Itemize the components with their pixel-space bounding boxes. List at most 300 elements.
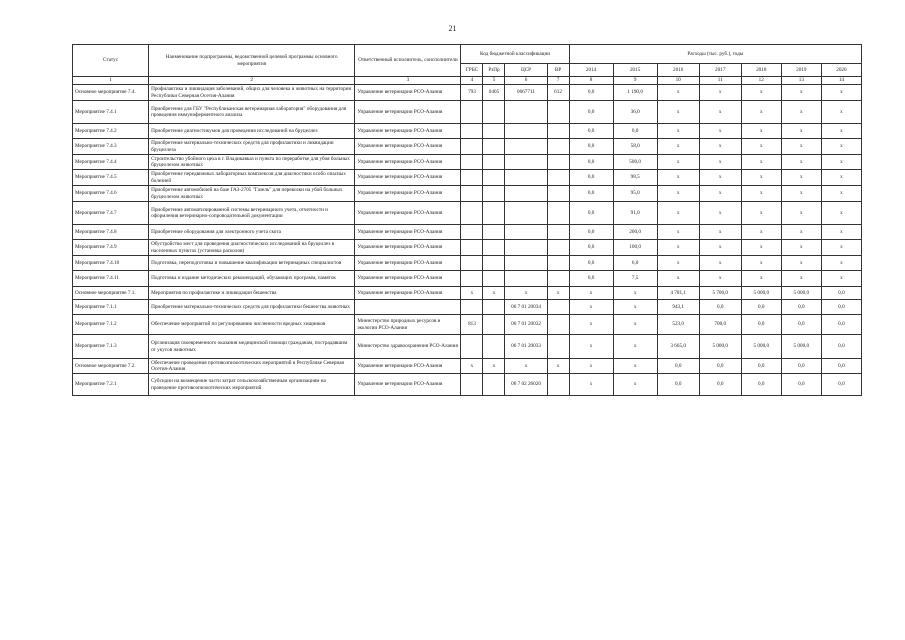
row-grbs	[461, 170, 483, 186]
row-expense-value: х	[699, 256, 741, 271]
row-expense-value: 3 665,0	[657, 335, 699, 359]
row-expense-value: 0,0	[569, 101, 613, 124]
row-expense-value: 0,0	[569, 170, 613, 186]
row-expense-value: х	[781, 256, 821, 271]
row-expense-value: х	[821, 170, 861, 186]
header-column-number: 8	[569, 77, 613, 85]
row-status: Основное мероприятие 7.1.	[73, 287, 149, 300]
row-rzpr	[483, 256, 505, 271]
row-expense-value: х	[781, 170, 821, 186]
header-column-number: 9	[613, 77, 657, 85]
row-vr	[547, 335, 569, 359]
row-expense-value: х	[699, 101, 741, 124]
row-expense-value: х	[569, 374, 613, 396]
row-rzpr	[483, 335, 505, 359]
row-expense-value: 36,0	[613, 101, 657, 124]
header-expenses: Расходы (тыс. руб.), годы	[569, 45, 861, 64]
row-name: Строительство убойного цеха в г. Владикавказ и пункта по переработке для убоя больных бруцеллезом животных	[149, 155, 355, 170]
row-expense-value: х	[781, 101, 821, 124]
row-grbs	[461, 139, 483, 155]
row-grbs	[461, 225, 483, 240]
header-kbk-sub: ВР	[547, 64, 569, 77]
row-responsible: Управление ветеринарии РСО-Алания	[355, 287, 461, 300]
row-expense-value: х	[741, 256, 781, 271]
row-expense-value: 523,0	[657, 315, 699, 335]
row-csr	[505, 170, 547, 186]
row-expense-value: х	[569, 315, 613, 335]
row-expense-value: х	[657, 225, 699, 240]
row-expense-value: х	[741, 170, 781, 186]
row-expense-value: 0,0	[569, 85, 613, 101]
row-grbs	[461, 271, 483, 287]
row-expense-value: 0,0	[569, 225, 613, 240]
row-expense-value: 7,5	[613, 271, 657, 287]
row-grbs: х	[461, 287, 483, 300]
row-expense-value: 0,0	[657, 374, 699, 396]
budget-table	[72, 44, 862, 396]
row-expense-value: 0,0	[569, 256, 613, 271]
row-csr: 06 7 01 20033	[505, 335, 547, 359]
header-column-number: 11	[699, 77, 741, 85]
row-grbs: 793	[461, 85, 483, 101]
table-row	[73, 359, 862, 374]
row-vr: 612	[547, 85, 569, 101]
row-expense-value: х	[657, 139, 699, 155]
table-row	[73, 139, 862, 155]
row-csr	[505, 101, 547, 124]
row-expense-value: х	[821, 124, 861, 139]
row-expense-value: х	[741, 124, 781, 139]
row-expense-value: 0,0	[821, 300, 861, 315]
header-kbk-sub: ЦСР	[505, 64, 547, 77]
row-grbs	[461, 335, 483, 359]
row-csr	[505, 186, 547, 202]
row-expense-value: х	[781, 155, 821, 170]
row-expense-value: 5 700,0	[699, 287, 741, 300]
row-status: Мероприятие 7.4.3	[73, 139, 149, 155]
row-expense-value: 0,0	[699, 359, 741, 374]
row-csr	[505, 139, 547, 155]
row-expense-value: х	[821, 225, 861, 240]
table-row	[73, 186, 862, 202]
row-expense-value: х	[699, 85, 741, 101]
row-expense-value: х	[741, 85, 781, 101]
header-year: 2019	[781, 64, 821, 77]
row-grbs	[461, 155, 483, 170]
header-column-number: 10	[657, 77, 699, 85]
row-vr	[547, 374, 569, 396]
row-grbs	[461, 256, 483, 271]
row-responsible	[355, 300, 461, 315]
row-responsible: Управление ветеринарии РСО-Алания	[355, 271, 461, 287]
row-responsible: Управление ветеринарии РСО-Алания	[355, 101, 461, 124]
row-expense-value: 5 000,0	[781, 287, 821, 300]
header-year: 2020	[821, 64, 861, 77]
row-grbs	[461, 101, 483, 124]
row-responsible: Управление ветеринарии РСО-Алания	[355, 240, 461, 256]
table-row	[73, 225, 862, 240]
row-expense-value: х	[657, 85, 699, 101]
row-expense-value: х	[657, 155, 699, 170]
row-vr	[547, 186, 569, 202]
row-expense-value: х	[741, 225, 781, 240]
row-expense-value: х	[613, 374, 657, 396]
row-responsible: Управление ветеринарии РСО-Алания	[355, 139, 461, 155]
row-expense-value: 95,0	[613, 186, 657, 202]
row-expense-value: 200,0	[613, 225, 657, 240]
row-expense-value: 100,0	[613, 240, 657, 256]
row-expense-value: х	[821, 240, 861, 256]
row-expense-value: х	[657, 170, 699, 186]
row-status: Мероприятие 7.1.2	[73, 315, 149, 335]
row-status: Мероприятие 7.4.5	[73, 170, 149, 186]
row-vr	[547, 101, 569, 124]
row-expense-value: х	[657, 240, 699, 256]
row-name: Приобретение материально-технических средств для профилактики бешенства животных	[149, 300, 355, 315]
row-expense-value: х	[657, 186, 699, 202]
header-year: 2018	[741, 64, 781, 77]
row-expense-value: х	[657, 271, 699, 287]
row-expense-value: х	[821, 85, 861, 101]
row-rzpr	[483, 186, 505, 202]
row-rzpr	[483, 101, 505, 124]
row-expense-value: 98,5	[613, 170, 657, 186]
row-expense-value: 0,0	[821, 359, 861, 374]
row-expense-value: х	[699, 271, 741, 287]
row-csr: 06 7 02 26020	[505, 374, 547, 396]
page-number: 21	[448, 24, 457, 33]
row-expense-value: х	[821, 202, 861, 225]
row-csr: 06 7 01 20034	[505, 300, 547, 315]
row-expense-value: 0,0	[569, 155, 613, 170]
row-responsible: Управление ветеринарии РСО-Алания	[355, 124, 461, 139]
row-expense-value: х	[741, 139, 781, 155]
row-expense-value: 0,0	[569, 124, 613, 139]
table-row	[73, 101, 862, 124]
row-expense-value: 5 000,0	[781, 335, 821, 359]
row-responsible: Управление ветеринарии РСО-Алания	[355, 225, 461, 240]
row-expense-value: 0,0	[781, 315, 821, 335]
table-row	[73, 240, 862, 256]
row-name: Подготовка и издание методических рекомендаций, обучающих программ, памяток	[149, 271, 355, 287]
table-row	[73, 271, 862, 287]
row-expense-value: 943,1	[657, 300, 699, 315]
row-expense-value: х	[699, 139, 741, 155]
row-expense-value: х	[699, 240, 741, 256]
row-name: Мероприятия по профилактике и ликвидации бешенства	[149, 287, 355, 300]
row-rzpr	[483, 170, 505, 186]
header-year: 2014	[569, 64, 613, 77]
row-expense-value: х	[781, 124, 821, 139]
row-status: Мероприятие 7.4.1	[73, 101, 149, 124]
row-responsible: Управление ветеринарии РСО-Алания	[355, 85, 461, 101]
row-status: Мероприятие 7.2.1	[73, 374, 149, 396]
header-column-number: 5	[483, 77, 505, 85]
row-expense-value: х	[741, 155, 781, 170]
row-expense-value: 0,0	[821, 374, 861, 396]
row-vr	[547, 300, 569, 315]
row-name: Приобретение автомобилей на базе ГАЗ-2705 "Газель" для перевозки на убой больных бруцеллезом животных	[149, 186, 355, 202]
row-expense-value: 0,0	[569, 271, 613, 287]
row-expense-value: х	[699, 124, 741, 139]
row-rzpr	[483, 124, 505, 139]
row-csr: х	[505, 359, 547, 374]
row-expense-value: х	[781, 225, 821, 240]
row-expense-value: х	[613, 315, 657, 335]
row-expense-value: х	[821, 271, 861, 287]
row-expense-value: 5 000,0	[699, 335, 741, 359]
row-grbs	[461, 240, 483, 256]
row-expense-value: х	[781, 202, 821, 225]
row-status: Мероприятие 7.4.11	[73, 271, 149, 287]
header-kbk-sub: ГРБС	[461, 64, 483, 77]
row-rzpr	[483, 271, 505, 287]
row-expense-value: 6,0	[613, 256, 657, 271]
row-expense-value: х	[821, 139, 861, 155]
row-rzpr: х	[483, 287, 505, 300]
row-rzpr	[483, 315, 505, 335]
row-responsible: Министерство здравоохранения РСО-Алания	[355, 335, 461, 359]
table-row	[73, 256, 862, 271]
row-status: Мероприятие 7.4.7	[73, 202, 149, 225]
table-row	[73, 374, 862, 396]
row-expense-value: 0,0	[821, 335, 861, 359]
row-name: Приобретение передвижных лабораторных комплексов для диагностики особо опасных болезней	[149, 170, 355, 186]
row-expense-value: 0,0	[699, 300, 741, 315]
table-row	[73, 124, 862, 139]
row-csr	[505, 155, 547, 170]
row-grbs: 813	[461, 315, 483, 335]
row-expense-value: 0,0	[781, 359, 821, 374]
row-name: Субсидии на возмещение части затрат сельскохозяйственным организациям на проведение противоэпизоотических мероприятий	[149, 374, 355, 396]
row-expense-value: 91,0	[613, 202, 657, 225]
row-expense-value: 5 000,0	[741, 287, 781, 300]
header-column-number: 2	[149, 77, 355, 85]
row-vr: х	[547, 287, 569, 300]
row-expense-value: х	[699, 225, 741, 240]
row-expense-value: 0,0	[569, 202, 613, 225]
row-expense-value: 0,0	[741, 315, 781, 335]
row-vr: х	[547, 359, 569, 374]
row-status: Основное мероприятие 7.4.	[73, 85, 149, 101]
row-expense-value: 0,0	[699, 374, 741, 396]
row-expense-value: х	[781, 240, 821, 256]
row-expense-value: х	[741, 202, 781, 225]
row-expense-value: х	[821, 101, 861, 124]
row-expense-value: 1 190,0	[613, 85, 657, 101]
row-expense-value: х	[613, 300, 657, 315]
row-grbs	[461, 202, 483, 225]
row-expense-value: 0,0	[569, 186, 613, 202]
row-expense-value: 58,0	[613, 139, 657, 155]
row-vr	[547, 271, 569, 287]
row-expense-value: 5 000,0	[741, 335, 781, 359]
row-expense-value: х	[781, 139, 821, 155]
row-grbs	[461, 124, 483, 139]
row-expense-value: х	[821, 256, 861, 271]
row-expense-value: х	[657, 202, 699, 225]
row-vr	[547, 202, 569, 225]
table-row	[73, 335, 862, 359]
row-name: Приобретение для ГБУ "Республиканская ветеринарная лаборатория" оборудования для проведения иммуноферментного анализа	[149, 101, 355, 124]
table-row	[73, 300, 862, 315]
row-csr	[505, 225, 547, 240]
row-rzpr	[483, 240, 505, 256]
row-rzpr	[483, 155, 505, 170]
row-responsible: Управление ветеринарии РСО-Алания	[355, 359, 461, 374]
header-responsible: Ответственный исполнитель, соисполнители	[355, 45, 461, 77]
row-expense-value: х	[657, 124, 699, 139]
header-kbk: Код бюджетной классификации	[461, 45, 569, 64]
table-row	[73, 315, 862, 335]
row-expense-value: х	[741, 240, 781, 256]
table-row	[73, 155, 862, 170]
row-name: Профилактика и ликвидация заболеваний, общих для человека и животных на территории Республики Северная Осетия-Алания	[149, 85, 355, 101]
row-expense-value: 0,0	[657, 359, 699, 374]
row-vr	[547, 240, 569, 256]
row-expense-value: 0,0	[781, 300, 821, 315]
row-responsible: Управление ветеринарии РСО-Алания	[355, 186, 461, 202]
row-name: Организация своевременного оказания медицинской помощи гражданам, пострадавшим от укусов животных	[149, 335, 355, 359]
row-expense-value: 0,0	[781, 374, 821, 396]
row-responsible: Министерство природных ресурсов и экологии РСО-Алания	[355, 315, 461, 335]
header-column-number: 4	[461, 77, 483, 85]
row-csr	[505, 240, 547, 256]
row-expense-value: 0,0	[569, 240, 613, 256]
row-name: Обеспечение проведения противоэпизоотических мероприятий в Республике Северная Осетия-Алания	[149, 359, 355, 374]
row-expense-value: х	[613, 287, 657, 300]
row-expense-value: х	[781, 271, 821, 287]
row-status: Мероприятие 7.4.8	[73, 225, 149, 240]
row-rzpr	[483, 202, 505, 225]
row-expense-value: 0,0	[821, 287, 861, 300]
row-expense-value: х	[821, 186, 861, 202]
table-row	[73, 85, 862, 101]
row-expense-value: 0,0	[741, 374, 781, 396]
header-column-number: 7	[547, 77, 569, 85]
row-expense-value: х	[657, 256, 699, 271]
row-expense-value: 0,0	[741, 359, 781, 374]
row-expense-value: х	[699, 186, 741, 202]
header-column-number: 13	[781, 77, 821, 85]
row-status: Основное мероприятие 7.2.	[73, 359, 149, 374]
table-row	[73, 202, 862, 225]
row-grbs: х	[461, 359, 483, 374]
row-csr	[505, 124, 547, 139]
row-expense-value: х	[569, 359, 613, 374]
row-expense-value: х	[613, 359, 657, 374]
row-name: Приобретение автоматизированной системы ветеринарного учета, отчетности и оформления ветеринарно-сопроводительной документации	[149, 202, 355, 225]
row-csr	[505, 256, 547, 271]
header-status: Статус	[73, 45, 149, 77]
table-row	[73, 287, 862, 300]
row-expense-value: х	[657, 101, 699, 124]
row-vr	[547, 139, 569, 155]
row-responsible: Управление ветеринарии РСО-Алания	[355, 256, 461, 271]
row-expense-value: х	[699, 202, 741, 225]
row-rzpr	[483, 374, 505, 396]
header-column-number: 3	[355, 77, 461, 85]
row-vr	[547, 155, 569, 170]
row-expense-value: х	[741, 271, 781, 287]
row-name: Подготовка, переподготовка и повышение квалификации ветеринарных специалистов	[149, 256, 355, 271]
row-expense-value: 0,0	[569, 139, 613, 155]
header-year: 2017	[699, 64, 741, 77]
row-expense-value: 500,0	[613, 155, 657, 170]
row-vr	[547, 170, 569, 186]
row-expense-value: х	[781, 85, 821, 101]
row-status: Мероприятие 7.4.2	[73, 124, 149, 139]
row-grbs	[461, 300, 483, 315]
row-rzpr: 0405	[483, 85, 505, 101]
row-expense-value: х	[569, 335, 613, 359]
row-csr: х	[505, 287, 547, 300]
row-rzpr	[483, 300, 505, 315]
header-column-number: 6	[505, 77, 547, 85]
row-grbs	[461, 374, 483, 396]
row-rzpr	[483, 139, 505, 155]
row-status: Мероприятие 7.4.10	[73, 256, 149, 271]
row-expense-value: 0,0	[613, 124, 657, 139]
header-name: Наименование подпрограммы, ведомственной целевой программы основного мероприятия	[149, 45, 355, 77]
row-name: Обеспечение мероприятий по регулированию численности вредных хищников	[149, 315, 355, 335]
row-responsible: Управление ветеринарии РСО-Алания	[355, 170, 461, 186]
row-vr	[547, 124, 569, 139]
row-expense-value: х	[741, 101, 781, 124]
row-name: Приобретение материально-технических средств для профилактики и ликвидации бруцеллеза	[149, 139, 355, 155]
row-rzpr	[483, 225, 505, 240]
row-status: Мероприятие 7.4.4	[73, 155, 149, 170]
row-csr	[505, 271, 547, 287]
row-vr	[547, 315, 569, 335]
header-column-number: 14	[821, 77, 861, 85]
row-vr	[547, 225, 569, 240]
row-expense-value: 700,0	[699, 315, 741, 335]
row-expense-value: х	[569, 300, 613, 315]
row-name: Приобретение диагностикумов для проведения исследований на бруцеллез	[149, 124, 355, 139]
row-expense-value: х	[699, 155, 741, 170]
row-expense-value: 4 781,1	[657, 287, 699, 300]
row-expense-value: х	[613, 335, 657, 359]
row-expense-value: 0,0	[821, 315, 861, 335]
row-expense-value: х	[781, 186, 821, 202]
row-status: Мероприятие 7.4.9	[73, 240, 149, 256]
header-kbk-sub: РзПр	[483, 64, 505, 77]
header-year: 2015	[613, 64, 657, 77]
row-status: Мероприятие 7.4.6	[73, 186, 149, 202]
row-grbs	[461, 186, 483, 202]
table-row	[73, 170, 862, 186]
row-expense-value: х	[821, 155, 861, 170]
row-csr	[505, 202, 547, 225]
row-expense-value: х	[569, 287, 613, 300]
row-responsible: Управление ветеринарии РСО-Алания	[355, 155, 461, 170]
row-expense-value: 0,0	[741, 300, 781, 315]
row-status: Мероприятие 7.1.1	[73, 300, 149, 315]
row-responsible: Управление ветеринарии РСО-Алания	[355, 202, 461, 225]
header-column-number: 12	[741, 77, 781, 85]
row-status: Мероприятие 7.1.3	[73, 335, 149, 359]
row-responsible: Управление ветеринарии РСО-Алания	[355, 374, 461, 396]
header-column-number: 1	[73, 77, 149, 85]
row-expense-value: х	[741, 186, 781, 202]
row-expense-value: х	[699, 170, 741, 186]
row-csr: 06 7 01 20032	[505, 315, 547, 335]
header-year: 2016	[657, 64, 699, 77]
row-rzpr: х	[483, 359, 505, 374]
row-csr: 0667711	[505, 85, 547, 101]
row-name: Приобретение оборудования для электронного учета скота	[149, 225, 355, 240]
